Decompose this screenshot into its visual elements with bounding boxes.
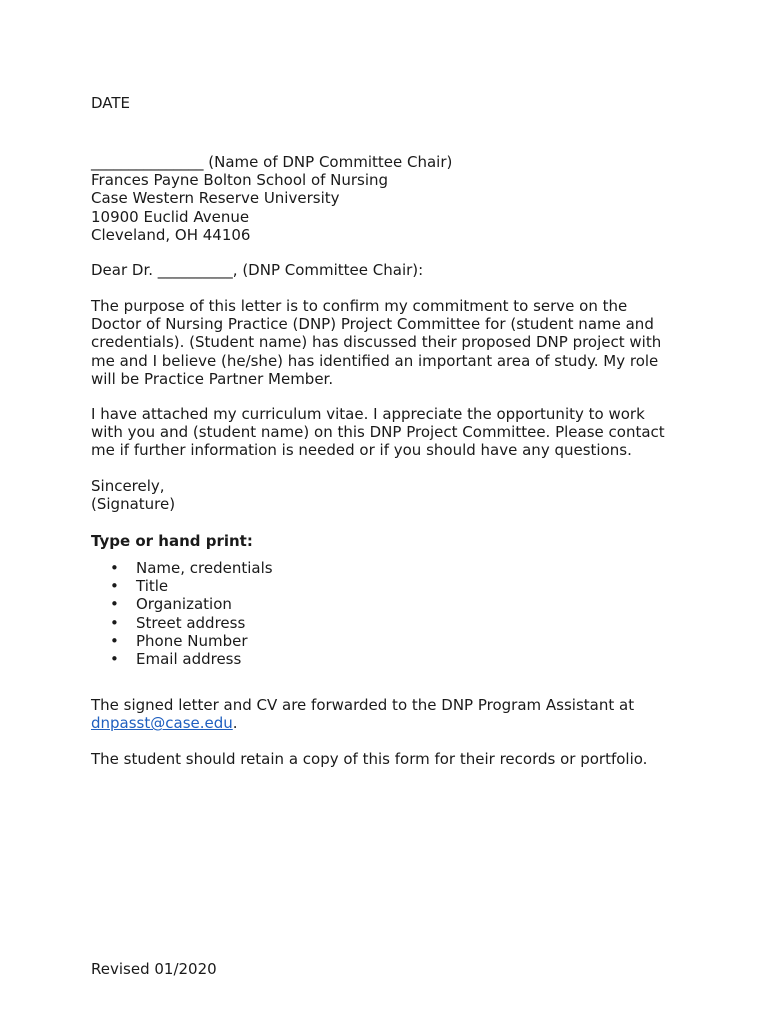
address-line-chair: _______________ (Name of DNP Committee Chair) — [91, 153, 453, 171]
list-item — [91, 650, 273, 668]
list-item-label: Organization — [136, 595, 232, 614]
bullet-icon: • — [110, 631, 119, 650]
paragraph-cv — [91, 405, 665, 460]
bullet-icon: • — [110, 650, 119, 669]
bullet-icon: • — [110, 595, 119, 614]
bullet-icon: • — [110, 577, 119, 596]
signature-placeholder: (Signature) — [91, 495, 176, 514]
paragraph-line: me and I believe (he/she) has identified an important area of study. My role — [91, 351, 659, 370]
list-item — [91, 559, 273, 577]
retain-paragraph: The student should retain a copy of this form for their records or portfolio. — [91, 750, 648, 768]
address-line-school: Frances Payne Bolton School of Nursing — [91, 171, 389, 190]
address-line-university: Case Western Reserve University — [91, 189, 340, 208]
list-item-label: Email address — [136, 650, 242, 669]
list-item — [91, 614, 273, 632]
paragraph-line: me if further information is needed or if you should have any questions. — [91, 441, 632, 460]
forward-text: The signed letter and CV are forwarded to the DNP Program Assistant at — [91, 696, 635, 714]
letter-page — [91, 0, 691, 1024]
print-heading: Type or hand print: — [91, 532, 253, 550]
address-block — [91, 153, 452, 244]
paragraph-line: I have attached my curriculum vitae. I appreciate the opportunity to work — [91, 405, 645, 423]
paragraph-line: Doctor of Nursing Practice (DNP) Project Committee for (student name and — [91, 315, 654, 334]
revision-footer: Revised 01/2020 — [91, 960, 217, 978]
list-item-label: Title — [136, 577, 169, 596]
list-item-label: Name, credentials — [136, 559, 273, 577]
address-line-street: 10900 Euclid Avenue — [91, 207, 250, 226]
paragraph-line: credentials). (Student name) has discussed their proposed DNP project with — [91, 333, 662, 352]
print-list — [91, 559, 273, 668]
forward-paragraph — [91, 696, 634, 732]
paragraph-line: The purpose of this letter is to confirm my commitment to serve on the — [91, 297, 628, 315]
forward-period: . — [232, 714, 238, 733]
email-link[interactable]: dnpasst@case.edu — [91, 714, 233, 733]
paragraph-line: will be Practice Partner Member. — [91, 369, 334, 388]
paragraph-line: with you and (student name) on this DNP Project Committee. Please contact — [91, 423, 665, 442]
closing: Sincerely, — [91, 477, 165, 495]
list-item — [91, 577, 273, 595]
bullet-icon: • — [110, 559, 119, 577]
salutation: Dear Dr. __________, (DNP Committee Chair): — [91, 261, 424, 279]
address-line-city: Cleveland, OH 44106 — [91, 225, 251, 244]
list-item-label: Phone Number — [136, 631, 248, 650]
paragraph-commitment — [91, 297, 661, 388]
list-item — [91, 595, 273, 613]
bullet-icon: • — [110, 613, 119, 632]
closing-block — [91, 477, 175, 513]
date-line: DATE — [91, 94, 131, 112]
list-item-label: Street address — [136, 613, 246, 632]
forward-email-line — [91, 714, 634, 732]
list-item — [91, 632, 273, 650]
